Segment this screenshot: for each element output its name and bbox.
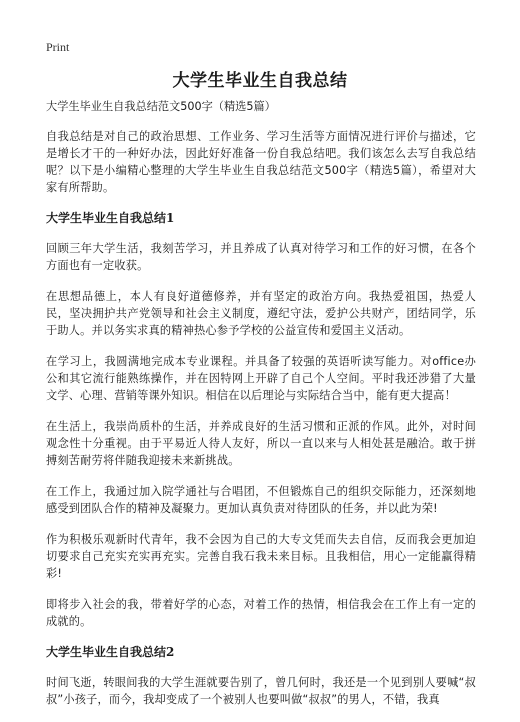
intro-paragraph: 自我总结是对自己的政治思想、工作业务、学习生活等方面情况进行评价与描述，它是增长才干的一种好办法，因此好好准备一份自我总结吧。我们该怎么去写自我总结呢？以下是小编精心整理的大学生毕业生自我总结范文500字（精选5篇），希望对大家有所帮助。	[46, 130, 476, 194]
article-subtitle: 大学生毕业生自我总结范文500字（精选5篇）	[46, 100, 276, 113]
section-heading: 大学生毕业生自我总结1	[46, 211, 175, 225]
section-paragraph: 在思想品德上，本人有良好道德修养，并有坚定的政治方向。我热爱祖国，热爱人民，坚决拥护共产党领导和社会主义制度，遵纪守法，爱护公共财产，团结同学，乐于助人。并以务实求真的精神热心参予学校的公益宣传和爱国主义活动。	[46, 290, 476, 337]
section-paragraph: 作为积极乐观新时代青年，我不会因为自己的大专文凭而失去自信，反而我会更加迫切要求自己充实充实再充实。完善自我石我未来目标。且我相信，用心一定能赢得精彩!	[46, 533, 476, 580]
section-paragraph: 在学习上，我圆满地完成本专业课程。并具备了较强的英语听读写能力。对office办公和其它流行能熟练操作，并在因特网上开辟了自己个人空间。平时我还涉猎了大量文学、心理、营销等课外知识。相信在以后理论与实际结合当中，能有更大提高！	[46, 355, 476, 402]
article-body	[46, 99, 476, 722]
print-link[interactable]: Print	[46, 40, 70, 54]
section-paragraph: 即将步入社会的我，带着好学的心态，对着工作的热情，相信我会在工作上有一定的成就的。	[46, 598, 476, 628]
page-title: 大学生毕业生自我总结	[172, 71, 348, 91]
section-heading: 大学生毕业生自我总结2	[46, 645, 175, 659]
section-paragraph: 时间飞逝，转眼间我的大学生涯就要告别了，曾几何时，我还是一个见到别人要喊“叔叔”小孩子，而今，我却变成了一个被别人也要叫做“叔叔”的男人，不错，我真	[46, 676, 476, 706]
section-paragraph: 回顾三年大学生活，我刻苦学习，并且养成了认真对待学习和工作的好习惯，在各个方面也有一定收获。	[46, 242, 476, 272]
section-paragraph: 在工作上，我通过加入院学通社与合唱团，不但锻炼自己的组织交际能力，还深刻地感受到团队合作的精神及凝聚力。更加认真负责对待团队的任务，并以此为荣!	[46, 485, 476, 515]
section-paragraph: 在生活上，我崇尚质朴的生活，并养成良好的生活习惯和正派的作风。此外，对时间观念性十分重视。由于平易近人待人友好，所以一直以来与人相处甚是融洽。敢于拼搏刻苦耐劳将伴随我迎接未来新挑战。	[46, 420, 476, 467]
